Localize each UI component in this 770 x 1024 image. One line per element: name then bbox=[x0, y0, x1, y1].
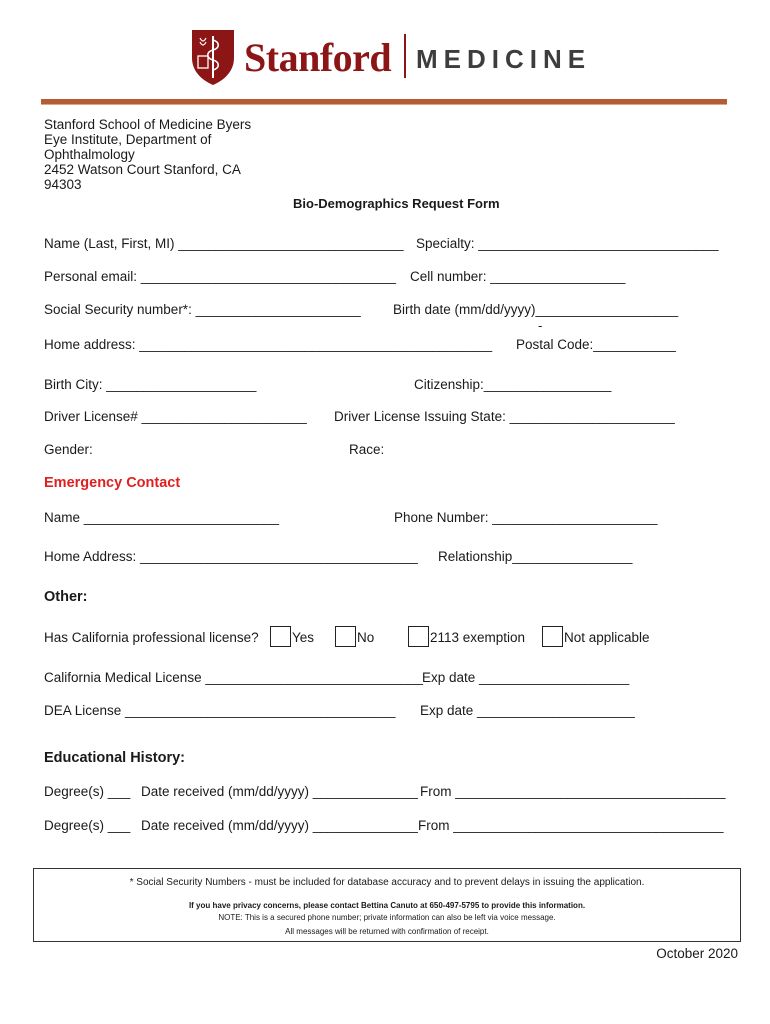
privacy-contact: If you have privacy concerns, please contact Bettina Canuto at 650-497-5795 to provide this information. bbox=[188, 901, 586, 910]
option-no[interactable] bbox=[335, 626, 374, 647]
address-line: Ophthalmology bbox=[44, 147, 135, 162]
emergency-name-field[interactable]: Name __________________________ bbox=[44, 510, 279, 525]
option-label: 2113 exemption bbox=[430, 630, 526, 645]
header-rule-thin bbox=[41, 104, 727, 105]
license-question: Has California professional license? bbox=[44, 630, 259, 645]
postal-code-field[interactable] bbox=[516, 337, 676, 352]
ca-license-exp-date-field[interactable]: Exp date ____________________ bbox=[422, 670, 630, 685]
logo-subbrand: MEDICINE bbox=[416, 44, 592, 74]
personal-email-field[interactable]: Personal email: __________________________________ bbox=[44, 269, 397, 284]
address-line: 2452 Watson Court Stanford, CA bbox=[44, 162, 241, 177]
logo-divider bbox=[404, 34, 406, 78]
option-not-applicable[interactable] bbox=[542, 626, 650, 647]
degree-field[interactable]: Degree(s) ___ bbox=[44, 784, 131, 799]
gender-field[interactable]: Gender: bbox=[44, 442, 93, 457]
educational-history-heading: Educational History: bbox=[44, 750, 185, 766]
logo-brand: Stanford bbox=[244, 35, 392, 80]
form-title: Bio-Demographics Request Form bbox=[293, 196, 500, 211]
birth-city-field[interactable]: Birth City: ____________________ bbox=[44, 377, 257, 392]
cell-number-field[interactable]: Cell number: __________________ bbox=[410, 269, 626, 284]
birth-date-subscript: - bbox=[538, 318, 543, 333]
secured-phone-note: NOTE: This is a secured phone number; private information can also be left via voice message. bbox=[218, 913, 556, 922]
date-received-field[interactable]: Date received (mm/dd/yyyy) ______________ bbox=[141, 784, 418, 799]
degree-field[interactable]: Degree(s) ___ bbox=[44, 818, 131, 833]
option-label: No bbox=[357, 630, 375, 645]
no-checkbox[interactable] bbox=[335, 626, 356, 647]
from-field[interactable]: From ____________________________________ bbox=[418, 818, 724, 833]
birth-date-field[interactable]: Birth date (mm/dd/yyyy)___________________ bbox=[393, 302, 679, 317]
ssn-field[interactable]: Social Security number*: ______________________ bbox=[44, 302, 361, 317]
specialty-field[interactable]: Specialty: ________________________________ bbox=[416, 236, 719, 251]
not-applicable-checkbox[interactable] bbox=[542, 626, 563, 647]
home-address-field[interactable]: Home address: _______________________________________________ bbox=[44, 337, 493, 352]
institution-address bbox=[44, 117, 274, 192]
ssn-notice: * Social Security Numbers - must be included for database accuracy and to prevent delays in issuing the application. bbox=[129, 877, 645, 888]
postal-code-label: Postal Code: bbox=[516, 337, 594, 352]
race-field[interactable]: Race: bbox=[349, 442, 385, 457]
citizenship-label: Citizenship: bbox=[414, 377, 484, 392]
option-label: Not applicable bbox=[564, 630, 650, 645]
from-field[interactable]: From ____________________________________ bbox=[420, 784, 726, 799]
confirmation-note: All messages will be returned with confirmation of receipt. bbox=[285, 927, 489, 936]
address-line: 94303 bbox=[44, 177, 82, 192]
privacy-notice-box bbox=[33, 868, 741, 942]
option-2113-exemption[interactable] bbox=[408, 626, 525, 647]
name-field[interactable]: Name (Last, First, MI) ______________________________ bbox=[44, 236, 404, 251]
citizenship-line: _________________ bbox=[483, 377, 612, 392]
version-date: October 2020 bbox=[656, 946, 738, 961]
emergency-phone-field[interactable]: Phone Number: ______________________ bbox=[394, 510, 658, 525]
emergency-relationship-field[interactable]: Relationship________________ bbox=[438, 549, 633, 564]
dl-issuing-state-field[interactable]: Driver License Issuing State: ______________________ bbox=[334, 409, 675, 424]
dea-license-field[interactable]: DEA License ____________________________________ bbox=[44, 703, 396, 718]
address-line: Stanford School of Medicine Byers bbox=[44, 117, 252, 132]
option-label: Yes bbox=[292, 630, 315, 645]
citizenship-field[interactable] bbox=[414, 377, 611, 392]
option-yes[interactable] bbox=[270, 626, 314, 647]
driver-license-field[interactable]: Driver License# ______________________ bbox=[44, 409, 307, 424]
stanford-shield-icon bbox=[190, 28, 236, 86]
exemption-checkbox[interactable] bbox=[408, 626, 429, 647]
emergency-home-address-field[interactable]: Home Address: _____________________________________ bbox=[44, 549, 418, 564]
postal-code-line: ___________ bbox=[593, 337, 676, 352]
address-line: Eye Institute, Department of bbox=[44, 132, 212, 147]
ca-medical-license-field[interactable]: California Medical License _____________________________ bbox=[44, 670, 424, 685]
yes-checkbox[interactable] bbox=[270, 626, 291, 647]
other-heading: Other: bbox=[44, 589, 88, 605]
dea-exp-date-field[interactable]: Exp date _____________________ bbox=[420, 703, 635, 718]
date-received-field[interactable]: Date received (mm/dd/yyyy) ______________ bbox=[141, 818, 418, 833]
emergency-contact-heading: Emergency Contact bbox=[44, 475, 181, 491]
